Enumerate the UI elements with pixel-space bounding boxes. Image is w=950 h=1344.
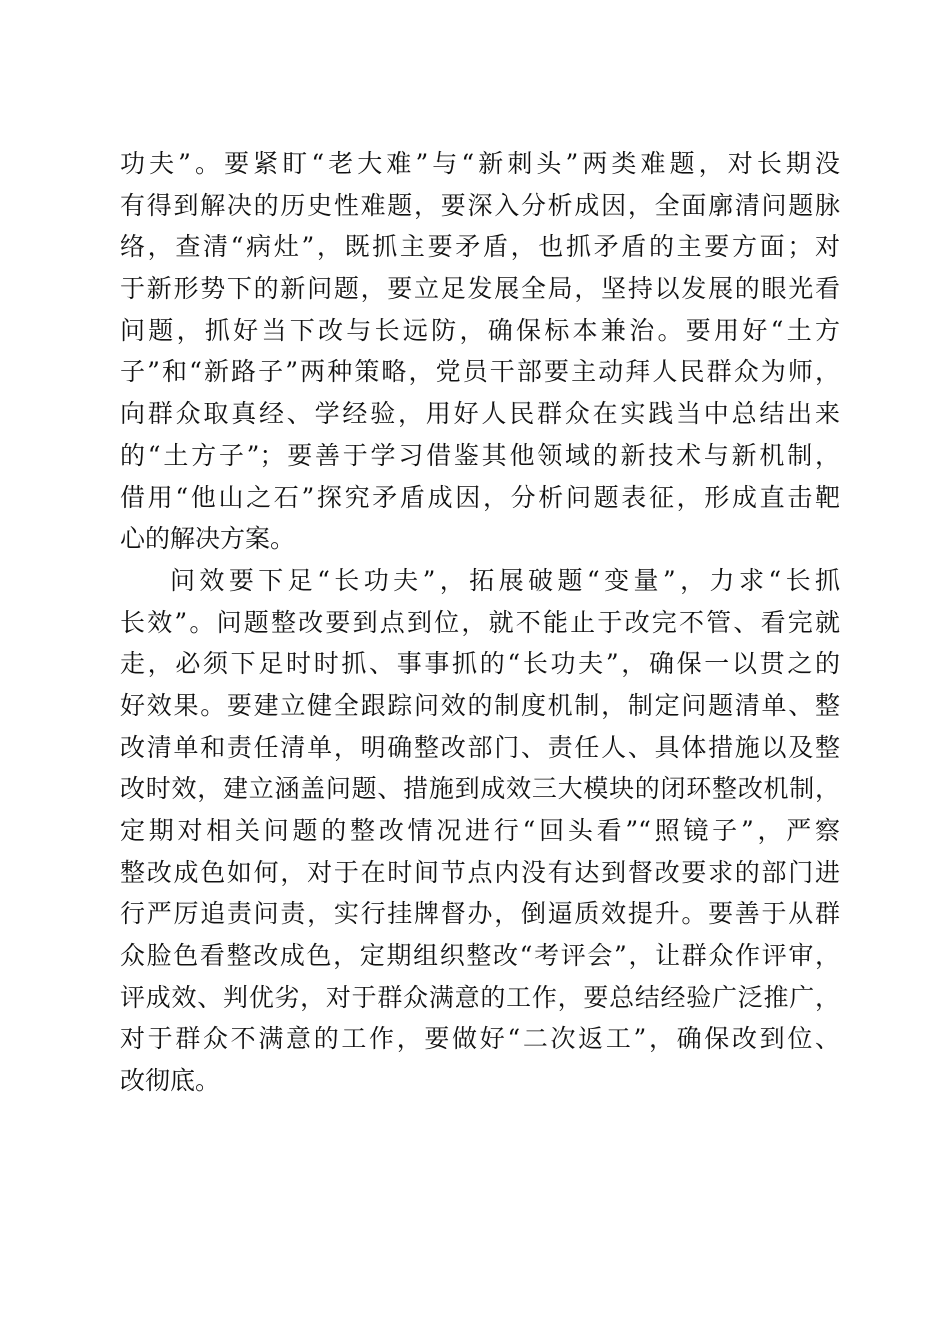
text-line: 问题，抓好当下改与长远防，确保标本兼治。要用好“土方 bbox=[120, 315, 840, 345]
text-line: 改清单和责任清单，明确整改部门、责任人、具体措施以及整 bbox=[120, 732, 840, 762]
text-line: 向群众取真经、学经验，用好人民群众在实践当中总结出来 bbox=[120, 399, 840, 429]
text-line: 长效”。问题整改要到点到位，就不能止于改完不管、看完就 bbox=[120, 607, 840, 637]
text-line: 改时效，建立涵盖问题、措施到成效三大模块的闭环整改机制， bbox=[120, 774, 840, 804]
text-line: 于新形势下的新问题，要立足发展全局，坚持以发展的眼光看 bbox=[120, 274, 840, 304]
text-line: 问效要下足“长功夫”，拓展破题“变量”，力求“长抓 bbox=[170, 565, 840, 595]
text-line: 改彻底。 bbox=[120, 1066, 221, 1096]
text-line: 的“土方子”；要善于学习借鉴其他领域的新技术与新机制， bbox=[120, 440, 840, 470]
text-line: 心的解决方案。 bbox=[120, 524, 296, 554]
text-line: 功夫”。要紧盯“老大难”与“新刺头”两类难题，对长期没 bbox=[120, 149, 840, 178]
text-line: 行严厉追责问责，实行挂牌督办，倒逼质效提升。要善于从群 bbox=[120, 899, 840, 929]
text-line: 借用“他山之石”探究矛盾成因，分析问题表征，形成直击靶 bbox=[120, 482, 840, 512]
paragraph-2 bbox=[120, 560, 840, 1102]
text-line: 对于群众不满意的工作，要做好“二次返工”，确保改到位、 bbox=[120, 1024, 840, 1054]
paragraph-1 bbox=[120, 143, 840, 560]
text-line: 整改成色如何，对于在时间节点内没有达到督改要求的部门进 bbox=[120, 857, 840, 887]
text-line: 子”和“新路子”两种策略，党员干部要主动拜人民群众为师， bbox=[120, 357, 840, 387]
body-text bbox=[120, 143, 840, 1102]
text-line: 评成效、判优劣，对于群众满意的工作，要总结经验广泛推广， bbox=[120, 982, 840, 1012]
text-line: 走，必须下足时时抓、事事抓的“长功夫”，确保一以贯之的 bbox=[120, 649, 840, 679]
text-line: 众脸色看整改成色，定期组织整改“考评会”，让群众作评审， bbox=[120, 941, 840, 971]
text-line: 好效果。要建立健全跟踪问效的制度机制，制定问题清单、整 bbox=[120, 690, 840, 720]
text-line: 有得到解决的历史性难题，要深入分析成因，全面廓清问题脉 bbox=[120, 190, 840, 220]
text-line: 定期对相关问题的整改情况进行“回头看”“照镜子”，严察 bbox=[120, 816, 840, 845]
text-line: 络，查清“病灶”，既抓主要矛盾，也抓矛盾的主要方面；对 bbox=[120, 232, 840, 262]
